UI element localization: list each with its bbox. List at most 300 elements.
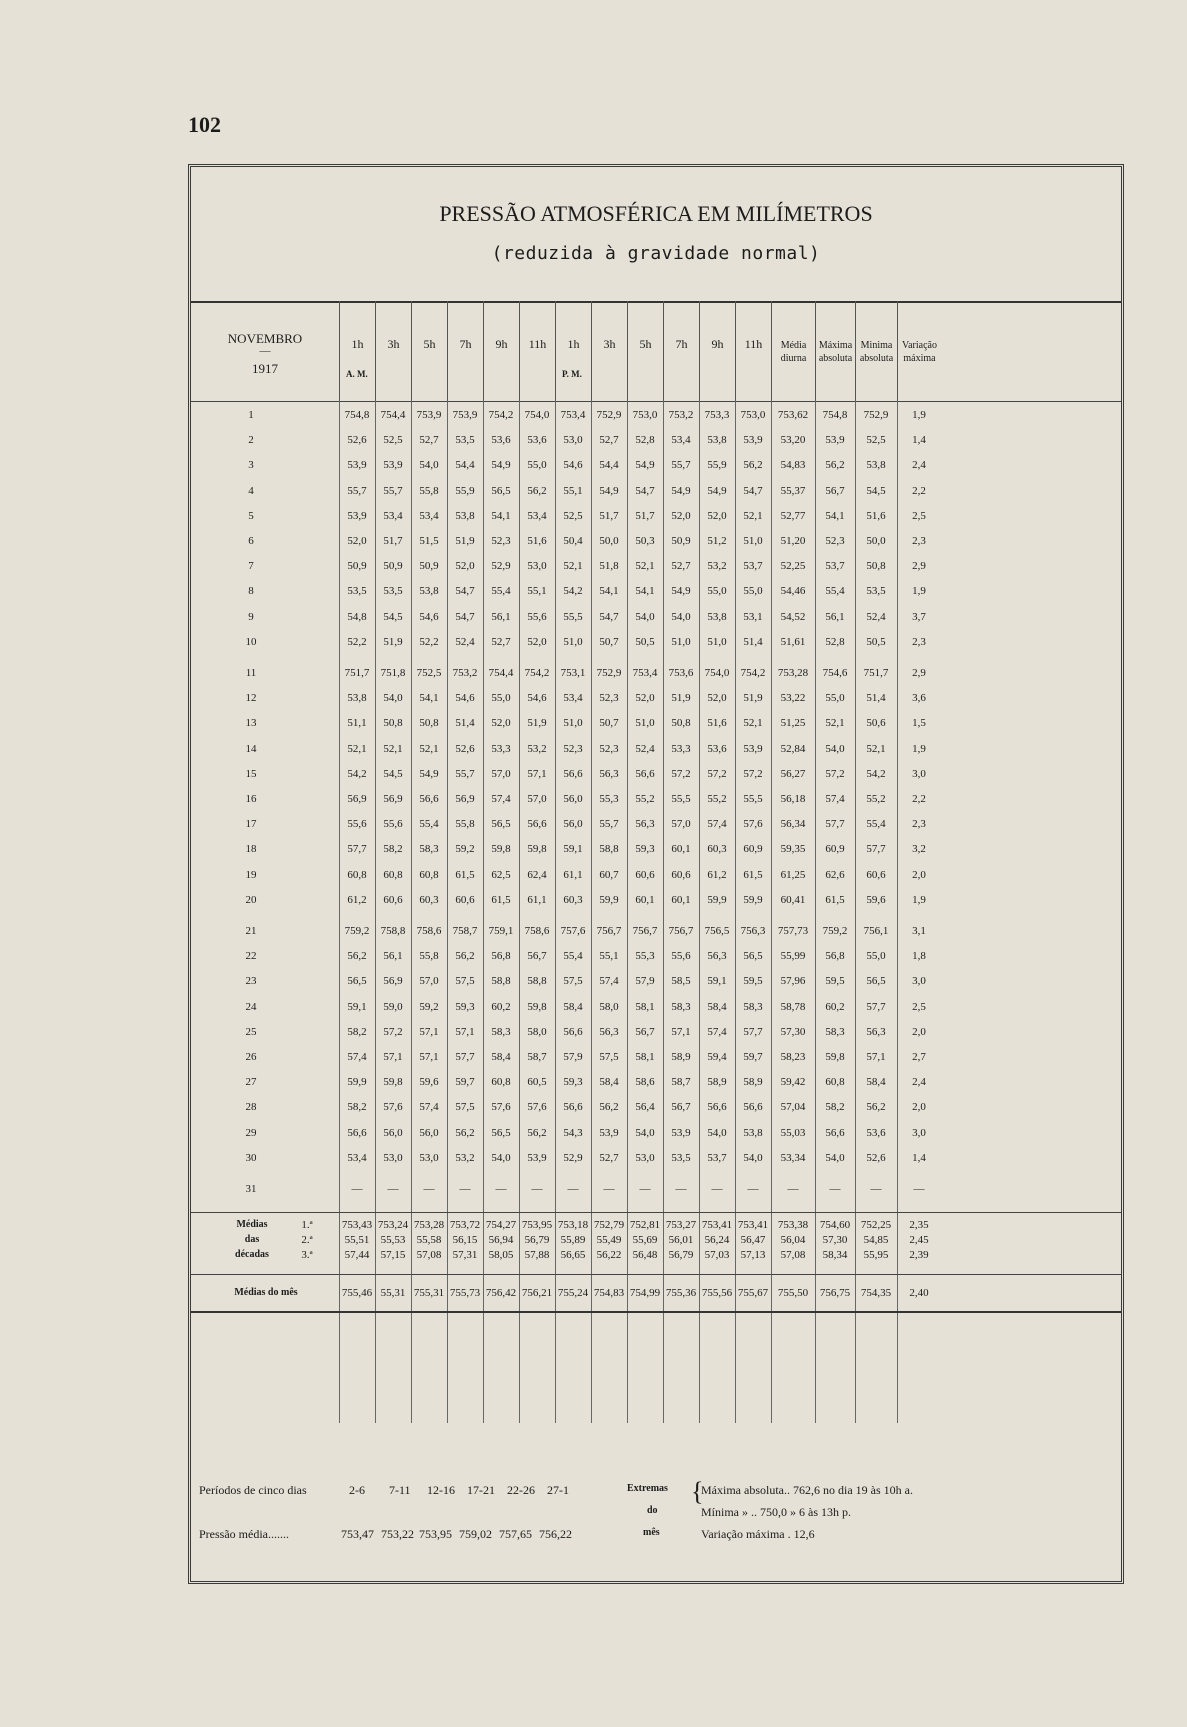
table-row [191,890,1121,912]
cell-value: 54,1 [825,509,845,522]
cell-value: 62,6 [825,868,845,881]
cell-value: 53,8 [419,585,439,598]
cell-value: 56,6 [635,767,655,780]
cell-value: 56,5 [347,975,367,988]
cell-value: 53,6 [707,742,727,755]
cell-value: 55,8 [419,484,439,497]
cell-value: 61,1 [563,868,583,881]
cell-value: 3,0 [912,1126,926,1139]
cell-value: 60,3 [563,893,583,906]
cell-value: 52,1 [743,717,763,730]
month-mean-value: 755,67 [737,1287,769,1300]
cell-value: 754,6 [822,667,848,679]
cell-value: 52,6 [455,742,475,755]
cell-value: 55,0 [527,459,547,472]
table-row [191,764,1121,786]
table-row [191,971,1121,993]
cell-value: 59,0 [383,1000,403,1013]
cell-value: 62,4 [527,868,547,881]
day-number: 20 [245,893,257,906]
table-row [191,405,1121,427]
cell-value: 51,61 [780,635,806,648]
cell-value: 52,1 [866,742,886,755]
table-row [191,1148,1121,1170]
cell-value: 56,27 [780,767,806,780]
cell-value: 58,8 [599,843,619,856]
cell-value: 52,1 [825,717,845,730]
cell-value: 51,9 [527,717,547,730]
cell-value: 51,1 [347,717,367,730]
cell-value: 53,8 [866,459,886,472]
cell-value: 54,6 [455,692,475,705]
column-rule [627,401,628,1423]
cell-value: 55,8 [419,950,439,963]
day-number: 26 [245,1051,257,1063]
cell-value: 58,23 [780,1051,806,1063]
day-number: 11 [245,667,257,679]
decade-mean-value: 752,25 [860,1219,892,1232]
decade-means [191,1212,1121,1269]
cell-value: 52,1 [563,560,583,573]
cell-value: — [459,1183,471,1195]
cell-value: 752,5 [416,667,442,679]
cell-value: 58,3 [419,843,439,856]
cell-value: — [829,1183,841,1195]
cell-value: 59,9 [707,893,727,906]
cell-value: 53,7 [743,560,763,573]
cell-value: 55,0 [825,692,845,705]
cell-value: 753,1 [560,667,586,679]
decade-mean-value: 56,94 [488,1234,514,1247]
column-rule [663,401,664,1423]
hour-label: 7h [459,337,472,351]
month-mean-value: 755,56 [701,1287,733,1300]
cell-value: 58,1 [635,1000,655,1013]
cell-value: 53,6 [527,434,547,447]
decade-mean-value: 57,30 [822,1234,848,1247]
cell-value: 53,0 [563,434,583,447]
day-number: 30 [245,1151,257,1164]
cell-value: — [387,1183,399,1195]
table-row [191,739,1121,761]
cell-value: 51,0 [563,717,583,730]
col-header-11 [735,301,771,401]
period-pressure: 753,95 [419,1527,452,1541]
cell-value: 55,7 [671,459,691,472]
cell-value: 59,5 [825,975,845,988]
hour-label: 9h [711,337,724,351]
cell-value: 58,7 [671,1076,691,1089]
cell-value: 50,9 [383,560,403,573]
cell-value: 55,0 [491,692,511,705]
cell-value: 60,1 [635,893,655,906]
cell-value: 52,5 [866,434,886,447]
table-row [191,1097,1121,1119]
column-rule [375,401,376,1423]
extreme-min: Mínima » .. 750,0 » 6 às 13h p. [701,1505,851,1519]
cell-value: 57,5 [563,975,583,988]
cell-value: 53,9 [743,742,763,755]
cell-value: 52,3 [491,535,511,547]
cell-value: 59,8 [383,1076,403,1089]
cell-value: 56,6 [825,1126,845,1139]
month-mean-value: 755,24 [557,1287,589,1300]
cell-value: 53,9 [347,459,367,472]
day-number: 16 [245,793,257,805]
decade-mean-value: 57,31 [452,1249,478,1262]
cell-value: 56,0 [383,1126,403,1139]
day-number: 5 [248,509,254,522]
cell-value: 54,6 [527,692,547,705]
hour-label: 1h [567,337,580,351]
cell-value: 753,9 [452,409,478,421]
cell-value: 55,3 [635,950,655,963]
month-means-label: Médias do mês [234,1287,298,1299]
col-header-1 [375,301,411,401]
cell-value: 53,9 [671,1126,691,1139]
table-row [191,556,1121,578]
cell-value: 56,2 [599,1101,619,1114]
cell-value: 53,4 [347,1151,367,1164]
cell-value: 56,3 [707,950,727,963]
cell-value: 57,7 [866,843,886,856]
cell-value: 52,77 [780,509,806,522]
cell-value: 758,6 [524,925,550,937]
column-rule [519,401,520,1423]
cell-value: 751,8 [380,667,406,679]
cell-value: 753,0 [740,409,766,421]
cell-value: 52,2 [347,635,367,648]
cell-value: 52,5 [563,509,583,522]
period-range: 22-26 [507,1483,535,1497]
cell-value: 50,7 [599,635,619,648]
cell-value: — [870,1183,882,1195]
cell-value: 56,6 [563,767,583,780]
cell-value: 57,4 [599,975,619,988]
cell-value: 756,1 [863,925,889,937]
cell-value: 52,1 [419,742,439,755]
cell-value: 56,34 [780,818,806,831]
col-header-8 [627,301,663,401]
table-row [191,1179,1121,1201]
cell-value: 52,7 [491,635,511,648]
cell-value: 57,0 [419,975,439,988]
cell-value: 2,3 [912,535,926,547]
cell-value: 60,2 [491,1000,511,1013]
cell-value: 54,7 [599,610,619,623]
cell-value: 56,9 [347,793,367,805]
cell-value: 57,9 [635,975,655,988]
decade-mean-value: 57,44 [344,1249,370,1262]
cell-value: 57,6 [383,1101,403,1114]
cell-value: 55,3 [599,793,619,805]
cell-value: 52,8 [825,635,845,648]
decade-mean-value: 56,04 [780,1234,806,1247]
cell-value: 54,5 [866,484,886,497]
cell-value: 56,7 [635,1025,655,1038]
cell-value: 55,37 [780,484,806,497]
cell-value: 56,5 [743,950,763,963]
cell-value: 56,2 [743,459,763,472]
cell-value: 58,3 [825,1025,845,1038]
cell-value: 59,42 [780,1076,806,1089]
cell-value: 59,1 [347,1000,367,1013]
cell-value: 758,8 [380,925,406,937]
cell-value: 50,8 [383,717,403,730]
cell-value: 61,2 [347,893,367,906]
column-rule [411,401,412,1423]
cell-value: 52,84 [780,742,806,755]
cell-value: 56,9 [383,793,403,805]
cell-value: 52,1 [383,742,403,755]
cell-value: 55,1 [563,484,583,497]
decade-mean-value: 56,79 [668,1249,694,1262]
cell-value: 754,8 [344,409,370,421]
decade-mean-value: 753,18 [557,1219,589,1232]
cell-value: 56,18 [780,793,806,805]
column-rule [897,401,898,1423]
cell-value: 53,0 [527,560,547,573]
cell-value: 59,1 [707,975,727,988]
cell-value: 50,5 [635,635,655,648]
cell-value: 57,2 [707,767,727,780]
table-row [191,814,1121,836]
table-row [191,921,1121,943]
column-rule [699,401,700,1423]
cell-value: 57,4 [419,1101,439,1114]
month-mean-value: 755,46 [341,1287,373,1300]
cell-value: 52,1 [635,560,655,573]
cell-value: 57,1 [419,1025,439,1038]
cell-value: 59,8 [491,843,511,856]
col-header-12 [771,301,815,401]
cell-value: 58,5 [671,975,691,988]
cell-value: 57,4 [707,1025,727,1038]
table-body [191,401,1121,1423]
cell-value: 55,4 [825,585,845,598]
cell-value: 50,4 [563,535,583,547]
cell-value: 56,3 [866,1025,886,1038]
cell-value: 757,6 [560,925,586,937]
cell-value: 57,7 [825,818,845,831]
cell-value: 54,9 [419,767,439,780]
decade-mean-value: 57,08 [780,1249,806,1262]
cell-value: 3,1 [912,925,926,937]
cell-value: 60,8 [491,1076,511,1089]
cell-value: 52,5 [383,434,403,447]
cell-value: 55,2 [707,793,727,805]
cell-value: 51,0 [563,635,583,648]
hour-label: 5h [423,337,436,351]
cell-value: 2,0 [912,1025,926,1038]
cell-value: 56,1 [491,610,511,623]
cell-value: 60,6 [866,868,886,881]
cell-value: 54,9 [599,484,619,497]
cell-value: 52,9 [563,1151,583,1164]
cell-value: 52,4 [455,635,475,648]
cell-value: 54,0 [491,1151,511,1164]
decade-mean-value: 55,95 [863,1249,889,1262]
decade-mean-value: 753,28 [413,1219,445,1232]
media-diurna: Média diurna [780,340,807,364]
cell-value: 753,4 [560,409,586,421]
cell-value: 51,8 [599,560,619,573]
cell-value: 754,2 [488,409,514,421]
cell-value: 59,5 [743,975,763,988]
cell-value: 54,1 [419,692,439,705]
cell-value: 53,34 [780,1151,806,1164]
cell-value: 56,1 [825,610,845,623]
cell-value: 52,4 [866,610,886,623]
cell-value: 57,2 [383,1025,403,1038]
cell-value: 51,9 [455,535,475,547]
cell-value: 756,7 [668,925,694,937]
cell-value: 53,5 [347,585,367,598]
cell-value: 1,4 [912,434,926,447]
cell-value: 54,5 [383,767,403,780]
cell-value: 59,2 [419,1000,439,1013]
cell-value: 58,0 [599,1000,619,1013]
minima-absoluta: Minima absoluta [859,340,894,364]
cell-value: 51,4 [455,717,475,730]
pm-label: P. M. [562,369,582,379]
cell-value: 52,9 [491,560,511,573]
cell-value: 57,1 [866,1051,886,1063]
cell-value: 53,8 [347,692,367,705]
cell-value: 61,5 [455,868,475,881]
cell-value: 53,8 [743,1126,763,1139]
cell-value: 53,4 [419,509,439,522]
cell-value: 54,0 [419,459,439,472]
cell-value: 752,9 [596,667,622,679]
day-number: 13 [245,717,257,730]
column-rule [815,401,816,1423]
cell-value: 53,5 [866,585,886,598]
cell-value: 53,3 [491,742,511,755]
hour-label: 7h [675,337,688,351]
cell-value: 56,5 [491,818,511,831]
cell-value: 54,9 [671,585,691,598]
cell-value: 57,1 [527,767,547,780]
cell-value: 60,8 [419,868,439,881]
cell-value: 53,0 [419,1151,439,1164]
cell-value: 51,5 [419,535,439,547]
cell-value: 56,0 [563,793,583,805]
cell-value: 2,0 [912,868,926,881]
pressure-label: Pressão média....... [199,1527,289,1541]
cell-value: 753,9 [416,409,442,421]
cell-value: 53,4 [383,509,403,522]
cell-value: 60,5 [527,1076,547,1089]
cell-value: 51,0 [743,535,763,547]
cell-value: 54,4 [455,459,475,472]
cell-value: 58,0 [527,1025,547,1038]
cell-value: 54,0 [671,610,691,623]
cell-value: 51,0 [635,717,655,730]
cell-value: 54,9 [671,484,691,497]
cell-value: 56,2 [455,1126,475,1139]
table-row [191,1072,1121,1094]
cell-value: 51,2 [707,535,727,547]
cell-value: 52,0 [347,535,367,547]
cell-value: 57,0 [491,767,511,780]
cell-value: 52,7 [671,560,691,573]
cell-value: 54,3 [563,1126,583,1139]
col-header-7 [591,301,627,401]
cell-value: 58,8 [527,975,547,988]
decade-mean-value: 56,15 [452,1234,478,1247]
cell-value: 1,8 [912,950,926,963]
cell-value: 59,9 [347,1076,367,1089]
day-number: 22 [245,950,257,963]
cell-value: 54,1 [599,585,619,598]
cell-value: 54,1 [635,585,655,598]
cell-value: 57,0 [527,793,547,805]
day-number: 31 [245,1183,257,1195]
cell-value: 3,7 [912,610,926,623]
cell-value: 56,7 [671,1101,691,1114]
cell-value: 52,3 [599,742,619,755]
month-mean-value: 755,73 [449,1287,481,1300]
cell-value: 58,3 [671,1000,691,1013]
col-header-2 [411,301,447,401]
hour-label: 11h [528,337,547,351]
cell-value: 57,96 [780,975,806,988]
cell-value: 2,5 [912,509,926,522]
decade-mean-value: 57,03 [704,1249,730,1262]
decade-ordinal: 1.ª [301,1219,313,1232]
cell-value: 57,7 [455,1051,475,1063]
cell-value: 55,4 [491,585,511,598]
cell-value: 754,4 [488,667,514,679]
cell-value: 55,0 [743,585,763,598]
cell-value: 54,0 [707,1126,727,1139]
month-mean-value: 756,42 [485,1287,517,1300]
period-range: 2-6 [349,1483,365,1497]
cell-value: 59,9 [743,893,763,906]
day-number: 28 [245,1101,257,1114]
cell-value: 58,1 [635,1051,655,1063]
cell-value: 55,6 [383,818,403,831]
period-pressure: 753,22 [381,1527,414,1541]
cell-value: 53,2 [707,560,727,573]
hour-label: 3h [387,337,400,351]
cell-value: 757,73 [777,925,809,937]
cell-value: 51,4 [743,635,763,648]
cell-value: 57,4 [825,793,845,805]
cell-value: 54,1 [491,509,511,522]
period-range: 7-11 [389,1483,411,1497]
cell-value: 55,0 [707,585,727,598]
cell-value: 54,2 [347,767,367,780]
table-frame [188,164,1124,1584]
day-number: 25 [245,1025,257,1038]
table-row [191,713,1121,735]
cell-value: 1,9 [912,742,926,755]
table-row [191,688,1121,710]
maxima-absoluta: Máxima absoluta [818,340,853,364]
cell-value: 51,9 [743,692,763,705]
cell-value: 51,20 [780,535,806,547]
column-rule [591,401,592,1423]
periods-label: Períodos de cinco dias [199,1483,307,1497]
cell-value: 59,1 [563,843,583,856]
col-header-9 [663,301,699,401]
cell-value: 55,9 [707,459,727,472]
column-rule [771,401,772,1423]
cell-value: 2,2 [912,793,926,805]
cell-value: 56,6 [347,1126,367,1139]
